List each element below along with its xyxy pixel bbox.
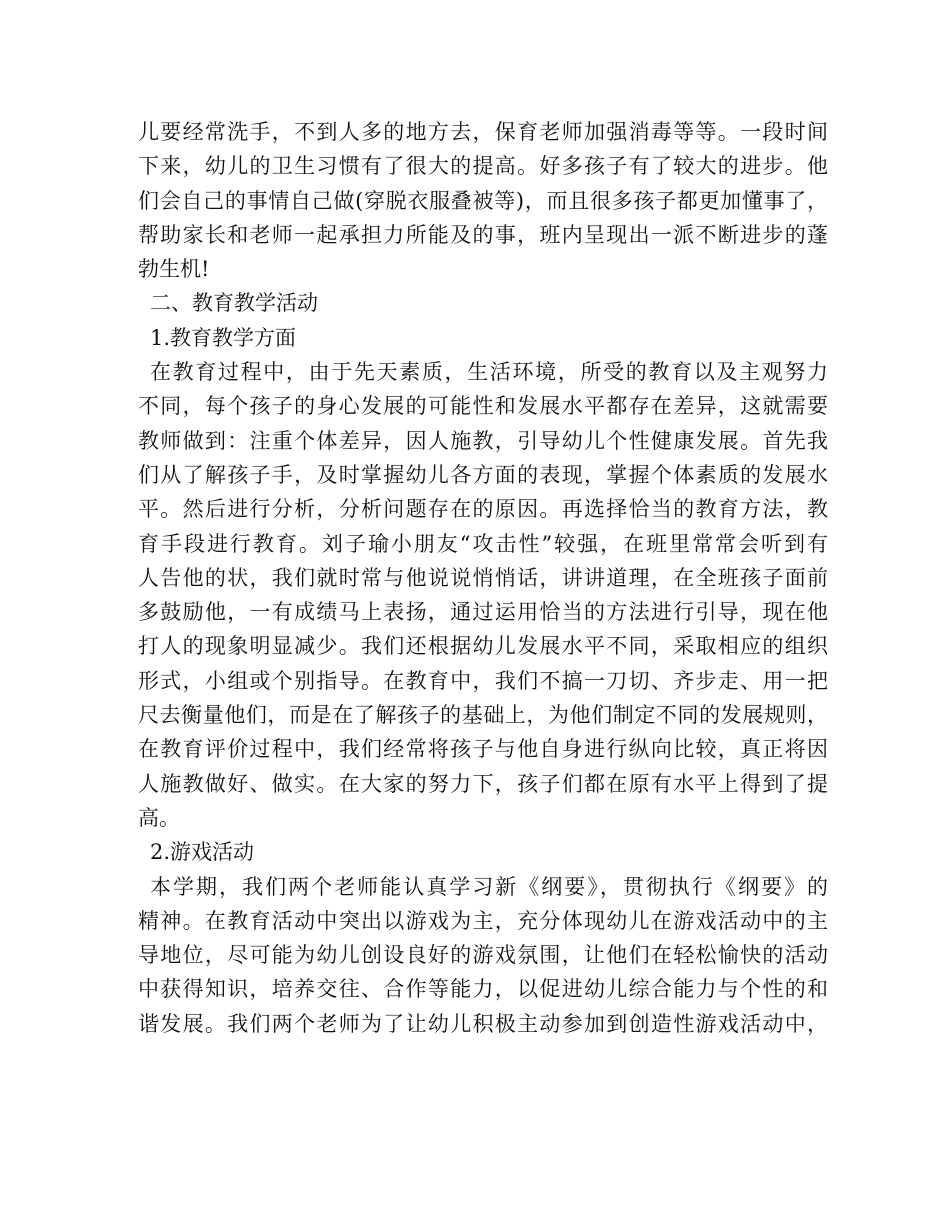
body-text-line: 儿要经常洗手，不到人多的地方去，保育老师加强消毒等等。一段时间 [138,120,828,144]
document-page [138,115,828,1041]
body-text-line: 高。 [138,805,180,830]
body-text-line: 本学期，我们两个老师能认真学习新《纲要》，贯彻执行《纲要》的 [150,874,828,899]
body-text-line: 们从了解孩子手，及时掌握幼儿各方面的表现，掌握个体素质的发展水 [138,462,828,487]
body-text-line: 在教育过程中，由于先天素质，生活环境，所受的教育以及主观努力 [150,360,828,385]
body-text-line: 尺去衡量他们，而是在了解孩子的基础上，为他们制定不同的发展规则， [138,703,828,728]
body-text-line: 导地位，尽可能为幼儿创设良好的游戏氛围，让他们在轻松愉快的活动 [138,943,828,968]
section-heading: 二、教育教学活动 [150,291,318,316]
body-text-line: 育手段进行教育。刘子瑜小朋友“攻击性”较强，在班里常常会听到有 [138,531,828,556]
body-text-line: 人施教做好、做实。在大家的努力下，孩子们都在原有水平上得到了提 [138,771,828,796]
body-text-line: 打人的现象明显减少。我们还根据幼儿发展水平不同，采取相应的组织 [138,634,828,659]
body-text-line: 帮助家长和老师一起承担力所能及的事，班内呈现出一派不断进步的蓬 [138,222,828,247]
body-text-line: 中获得知识，培养交往、合作等能力，以促进幼儿综合能力与个性的和 [138,977,828,1002]
body-text-line: 不同，每个孩子的身心发展的可能性和发展水平都存在差异，这就需要 [138,394,828,419]
body-text-line: 勃生机! [138,257,210,282]
body-text-line: 平。然后进行分析，分析问题存在的原因。再选择恰当的教育方法，教 [138,497,828,522]
body-text-line: 们会自己的事情自己做(穿脱衣服叠被等)，而且很多孩子都更加懂事了， [138,188,828,213]
body-text-line: 谐发展。我们两个老师为了让幼儿积极主动参加到创造性游戏活动中， [138,1011,828,1036]
body-text-line: 下来，幼儿的卫生习惯有了很大的提高。好多孩子有了较大的进步。他 [138,154,828,179]
subsection-heading: 1.教育教学方面 [150,325,297,350]
body-text-line: 教师做到：注重个体差异，因人施教，引导幼儿个性健康发展。首先我 [138,428,828,453]
body-text-line: 在教育评价过程中，我们经常将孩子与他自身进行纵向比较，真正将因 [138,737,828,762]
body-text-line: 人告他的状，我们就时常与他说说悄悄话，讲讲道理，在全班孩子面前 [138,565,828,590]
subsection-heading: 2.游戏活动 [150,840,255,865]
body-text-line: 形式，小组或个别指导。在教育中，我们不搞一刀切、齐步走、用一把 [138,668,828,693]
body-text-line: 精神。在教育活动中突出以游戏为主，充分体现幼儿在游戏活动中的主 [138,908,828,933]
body-text-line: 多鼓励他，一有成绩马上表扬，通过运用恰当的方法进行引导，现在他 [138,600,828,625]
